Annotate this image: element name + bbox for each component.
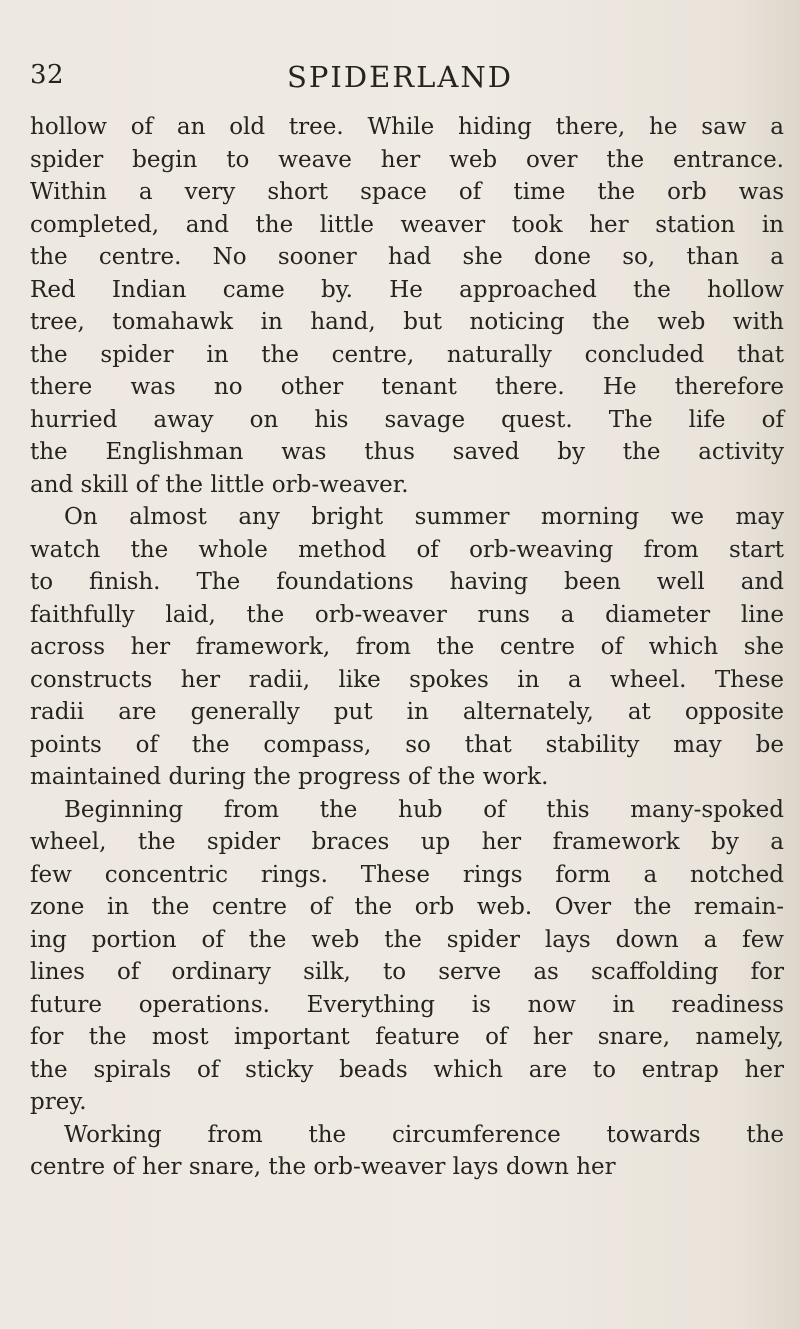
text-line: On almost any bright summer morning we may bbox=[64, 504, 784, 530]
text-line: Red Indian came by. He approached the hollow bbox=[30, 276, 784, 303]
text-line: radii are generally put in alternately, at opposite bbox=[30, 699, 784, 725]
text-line: lines of ordinary silk, to serve as scaffolding for bbox=[30, 959, 784, 985]
text-line: ing portion of the web the spider lays down a few bbox=[30, 926, 784, 953]
text-line: the centre. No sooner had she done so, than a bbox=[30, 244, 784, 270]
paragraph bbox=[30, 794, 784, 1119]
text-line: the spirals of sticky beads which are to entrap her bbox=[30, 1056, 784, 1083]
text-line: Beginning from the hub of this many-spoked bbox=[64, 796, 784, 823]
page-header bbox=[0, 60, 800, 100]
text-line: maintained during the progress of the work. bbox=[30, 764, 549, 790]
text-line: prey. bbox=[30, 1089, 87, 1115]
paragraph bbox=[30, 501, 784, 794]
text-line: across her framework, from the centre of which she bbox=[30, 634, 784, 660]
text-line: hollow of an old tree. While hiding there, he saw a bbox=[30, 114, 784, 140]
text-line: faithfully laid, the orb-weaver runs a diameter line bbox=[30, 601, 784, 628]
text-line: watch the whole method of orb-weaving from start bbox=[30, 536, 784, 563]
text-line: the Englishman was thus saved by the activity bbox=[30, 439, 784, 465]
text-line: for the most important feature of her snare, namely, bbox=[30, 1024, 784, 1050]
body-text bbox=[30, 111, 784, 1184]
text-line: spider begin to weave her web over the entrance. bbox=[30, 146, 784, 173]
text-line: centre of her snare, the orb-weaver lays down her bbox=[30, 1154, 616, 1180]
text-line: few concentric rings. These rings form a notched bbox=[30, 861, 784, 888]
text-line: constructs her radii, like spokes in a wheel. These bbox=[30, 666, 784, 693]
paragraph bbox=[30, 1119, 784, 1184]
text-line: wheel, the spider braces up her framework by a bbox=[30, 829, 784, 855]
text-line: future operations. Everything is now in readiness bbox=[30, 991, 784, 1018]
text-line: and skill of the little orb-weaver. bbox=[30, 471, 409, 498]
text-line: Within a very short space of time the orb was bbox=[30, 179, 784, 205]
text-line: completed, and the little weaver took her station in bbox=[30, 211, 784, 238]
text-line: points of the compass, so that stability may be bbox=[30, 731, 784, 758]
running-title: SPIDERLAND bbox=[287, 60, 513, 94]
page-number: 32 bbox=[30, 60, 65, 90]
text-line: tree, tomahawk in hand, but noticing the web with bbox=[30, 309, 784, 335]
paragraph bbox=[30, 111, 784, 501]
text-line: Working from the circumference towards the bbox=[64, 1121, 784, 1148]
text-line: hurried away on his savage quest. The life of bbox=[30, 406, 784, 433]
text-line: the spider in the centre, naturally concluded that bbox=[30, 341, 784, 368]
text-line: to finish. The foundations having been well and bbox=[30, 569, 784, 595]
text-line: there was no other tenant there. He therefore bbox=[30, 374, 784, 400]
text-line: zone in the centre of the orb web. Over the remain- bbox=[30, 894, 784, 920]
